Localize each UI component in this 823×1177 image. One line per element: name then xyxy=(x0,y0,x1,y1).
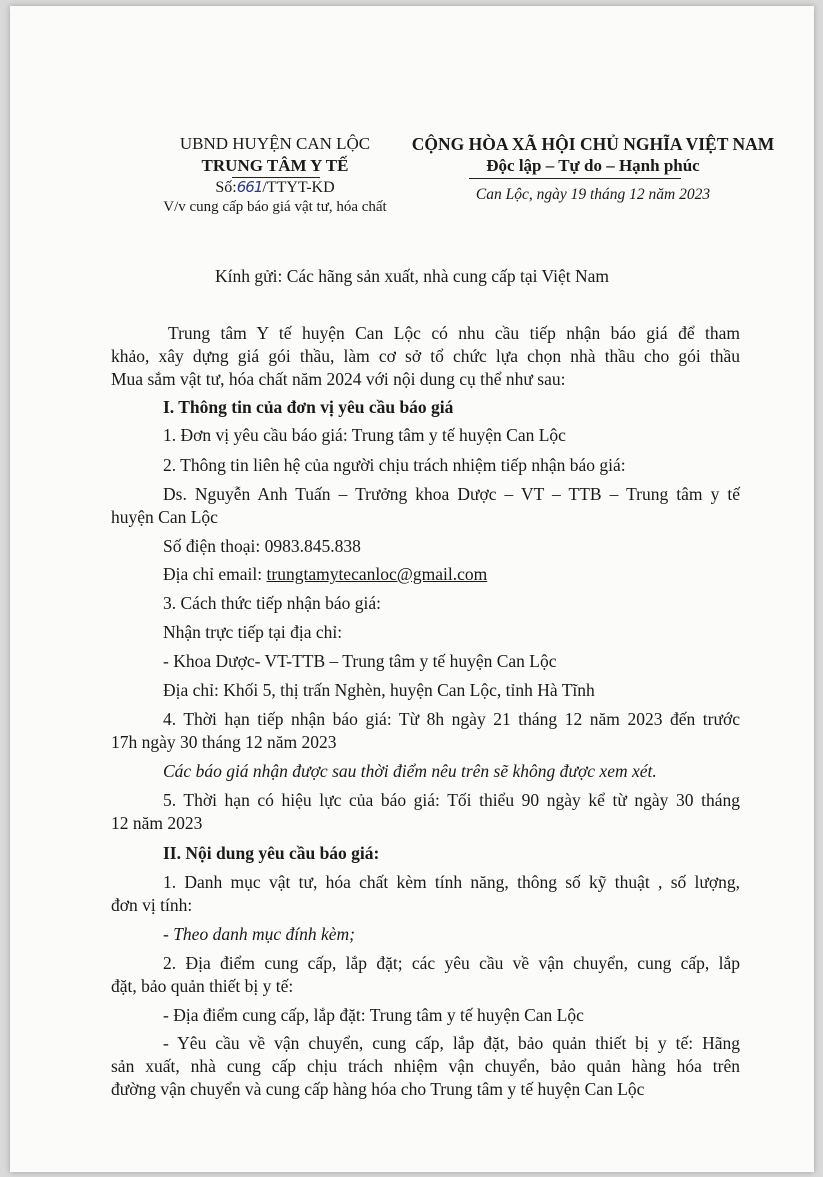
section-2-heading: II. Nội dung yêu cầu báo giá: xyxy=(163,843,380,863)
email-link[interactable]: trungtamytecanloc@gmail.com xyxy=(266,564,488,584)
section-1-item-4-line-1: 4. Thời hạn tiếp nhận báo giá: Từ 8h ngày 21 tháng 12 năm 2023 đến trước xyxy=(163,709,740,729)
requirements-line-1: - Yêu cầu về vận chuyển, cung cấp, lắp đặt, bảo quản thiết bị y tế: Hãng xyxy=(163,1033,740,1053)
contact-line-2: huyện Can Lộc xyxy=(111,507,218,527)
intro-line-3: Mua sắm vật tư, hóa chất năm 2024 với nội dung cụ thể như sau: xyxy=(111,369,566,389)
requirements-line-2: sản xuất, nhà cung cấp chịu trách nhiệm vận chuyển, bảo quản hàng hóa trên xyxy=(111,1056,740,1076)
late-note: Các báo giá nhận được sau thời điểm nêu trên sẽ không được xem xét. xyxy=(163,761,657,781)
document-page xyxy=(10,6,814,1172)
doc-number xyxy=(130,178,420,197)
intro-line-2: khảo, xây dựng giá gói thầu, làm cơ sở tổ chức lựa chọn nhà thầu cho gói thầu xyxy=(111,346,740,366)
org-parent: UBND HUYỆN CAN LỘC xyxy=(179,134,371,153)
country-title: CỘNG HÒA XÃ HỘI CHỦ NGHĨA VIỆT NAM xyxy=(411,134,775,154)
motto: Độc lập – Tự do – Hạnh phúc xyxy=(486,156,700,175)
section-2-item-1-line-1: 1. Danh mục vật tư, hóa chất kèm tính năng, thông số kỹ thuật , số lượng, xyxy=(163,872,740,892)
address-line: Địa chỉ: Khối 5, thị trấn Nghèn, huyện Can Lộc, tỉnh Hà Tĩnh xyxy=(163,680,595,700)
section-1-item-5-line-2: 12 năm 2023 xyxy=(111,813,203,833)
section-2-item-2-line-2: đặt, bảo quản thiết bị y tế: xyxy=(111,976,294,996)
delivery-location: - Địa điểm cung cấp, lắp đặt: Trung tâm y tế huyện Can Lộc xyxy=(163,1005,584,1025)
department-line: - Khoa Dược- VT-TTB – Trung tâm y tế huyện Can Lộc xyxy=(163,651,557,671)
place-date: Can Lộc, ngày 19 tháng 12 năm 2023 xyxy=(475,186,711,203)
section-1-item-5-line-1: 5. Thời hạn có hiệu lực của báo giá: Tối thiểu 90 ngày kể từ ngày 30 tháng xyxy=(163,790,740,810)
email-line xyxy=(163,563,487,585)
section-1-item-2: 2. Thông tin liên hệ của người chịu trách nhiệm tiếp nhận báo giá: xyxy=(163,455,626,475)
recipient-line: Kính gửi: Các hãng sản xuất, nhà cung cấp tại Việt Nam xyxy=(215,266,609,286)
section-1-item-1: 1. Đơn vị yêu cầu báo giá: Trung tâm y tế huyện Can Lộc xyxy=(163,425,566,445)
section-2-item-1-line-2: đơn vị tính: xyxy=(111,895,193,915)
doc-subject: V/v cung cấp báo giá vật tư, hóa chất xyxy=(163,199,387,215)
attached-list-note: - Theo danh mục đính kèm; xyxy=(163,924,355,944)
doc-number-handwritten: 661 xyxy=(236,178,263,196)
section-1-heading: I. Thông tin của đơn vị yêu cầu báo giá xyxy=(163,397,454,417)
contact-line-1: Ds. Nguyễn Anh Tuấn – Trưởng khoa Dược – VT – TTB – Trung tâm y tế xyxy=(163,484,740,504)
email-label: Địa chỉ email: xyxy=(163,564,267,584)
phone-number: Số điện thoại: 0983.845.838 xyxy=(163,536,361,556)
receive-direct: Nhận trực tiếp tại địa chỉ: xyxy=(163,622,343,642)
section-1-item-4-line-2: 17h ngày 30 tháng 12 năm 2023 xyxy=(111,732,337,752)
motto-underline xyxy=(469,178,681,179)
requirements-line-3: đường vận chuyển và cung cấp hàng hóa cho Trung tâm y tế huyện Can Lộc xyxy=(111,1079,645,1099)
doc-number-suffix: /TTYT-KD xyxy=(262,179,335,196)
section-2-item-2-line-1: 2. Địa điểm cung cấp, lắp đặt; các yêu cầu về vận chuyển, cung cấp, lắp xyxy=(163,953,740,973)
section-1-item-3: 3. Cách thức tiếp nhận báo giá: xyxy=(163,593,381,613)
intro-line-1: Trung tâm Y tế huyện Can Lộc có nhu cầu tiếp nhận báo giá để tham xyxy=(168,323,740,343)
doc-number-prefix: Số: xyxy=(215,179,237,196)
org-name: TRUNG TÂM Y TẾ xyxy=(201,156,349,175)
